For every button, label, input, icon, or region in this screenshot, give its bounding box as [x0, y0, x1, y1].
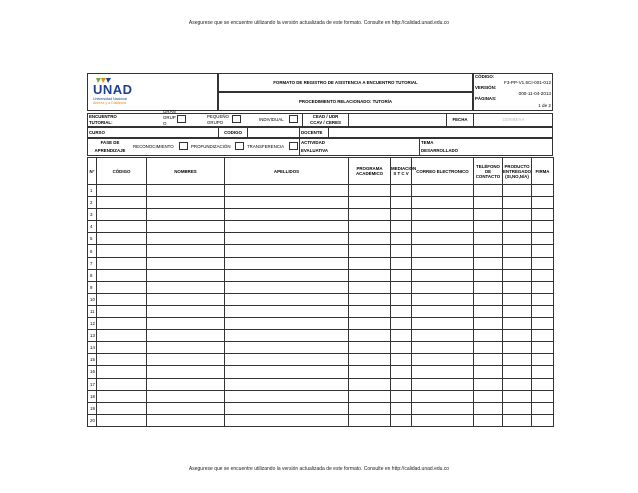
individual-checkbox[interactable]: [289, 115, 298, 123]
table-cell[interactable]: [391, 209, 412, 221]
table-cell[interactable]: [412, 269, 474, 281]
tema-label-cell: [419, 138, 420, 156]
table-cell[interactable]: [474, 269, 503, 281]
table-cell[interactable]: [503, 197, 532, 209]
table-cell[interactable]: [349, 402, 391, 414]
table-cell[interactable]: [391, 414, 412, 426]
table-cell[interactable]: [391, 390, 412, 402]
table-cell[interactable]: [474, 221, 503, 233]
table-cell[interactable]: [412, 378, 474, 390]
table-row: [88, 185, 554, 197]
row-number: 20: [88, 414, 97, 426]
table-cell[interactable]: [474, 342, 503, 354]
table-cell[interactable]: [532, 378, 554, 390]
table-cell[interactable]: [349, 269, 391, 281]
table-cell[interactable]: [147, 414, 225, 426]
cead-input[interactable]: [350, 114, 446, 126]
version-value: 000-11-04-2013: [518, 91, 551, 96]
table-cell[interactable]: [225, 390, 349, 402]
table-cell[interactable]: [97, 402, 147, 414]
docente-label: DOCENTE: [301, 130, 323, 135]
table-row: [88, 305, 554, 317]
fase-label-2: APRENDIZAJE: [94, 148, 126, 153]
table-cell[interactable]: [532, 305, 554, 317]
encuentro-label-1: ENCUENTRO: [89, 114, 117, 119]
table-row: [88, 402, 554, 414]
table-cell[interactable]: [391, 281, 412, 293]
table-cell[interactable]: [474, 354, 503, 366]
table-cell[interactable]: [412, 366, 474, 378]
row-number: 11: [88, 305, 97, 317]
table-cell[interactable]: [225, 366, 349, 378]
table-cell[interactable]: [532, 209, 554, 221]
table-row: [88, 221, 554, 233]
table-cell[interactable]: [225, 281, 349, 293]
table-row: [88, 197, 554, 209]
transferencia-label: TRANSFERENCIA: [247, 144, 285, 149]
row-number: 6: [88, 245, 97, 257]
table-cell[interactable]: [532, 197, 554, 209]
table-cell[interactable]: [97, 318, 147, 330]
table-cell[interactable]: [147, 342, 225, 354]
table-row: [88, 209, 554, 221]
row-number: 3: [88, 209, 97, 221]
version-notice-top: Asegurese que se encuentre utilizando la versión actualizada de este formato. Consulte en http://calidad.unad.edu.co: [188, 20, 450, 26]
table-cell[interactable]: [349, 378, 391, 390]
fecha-input[interactable]: DD/MM/AA: [502, 117, 525, 122]
transferencia-checkbox[interactable]: [289, 142, 298, 150]
table-cell[interactable]: [97, 233, 147, 245]
table-cell[interactable]: [474, 330, 503, 342]
table-cell[interactable]: [474, 245, 503, 257]
table-cell[interactable]: [225, 318, 349, 330]
table-cell[interactable]: [391, 366, 412, 378]
actividad-label-cell: [299, 138, 300, 156]
table-cell[interactable]: [349, 221, 391, 233]
col-telefono-2: DE: [484, 168, 492, 174]
table-cell[interactable]: [503, 330, 532, 342]
table-cell[interactable]: [147, 221, 225, 233]
table-cell[interactable]: [503, 257, 532, 269]
col-correo: CORREO ELECTRONICO: [412, 158, 474, 185]
procedure-label: PROCEDIMIENTO RELACIONADO: TUTORÍA: [298, 99, 393, 104]
version-notice-bottom: Asegurese que se encuentre utilizando la versión actualizada de este formato. Consulte en http://calidad.unad.edu.co: [188, 466, 450, 472]
pequeno-grupo-label-1: PEQUEÑO: [207, 114, 229, 119]
row-number: 12: [88, 318, 97, 330]
reconocimiento-label: RECONOCIMIENTO: [133, 144, 174, 149]
table-cell[interactable]: [97, 245, 147, 257]
row-number: 16: [88, 366, 97, 378]
table-cell[interactable]: [225, 378, 349, 390]
fase-label-1: FASE DE: [100, 140, 120, 145]
table-cell[interactable]: [391, 197, 412, 209]
table-cell[interactable]: [412, 245, 474, 257]
paginas-label: PÁGINAS:: [475, 96, 497, 101]
table-cell[interactable]: [532, 390, 554, 402]
table-cell[interactable]: [532, 221, 554, 233]
table-cell[interactable]: [391, 305, 412, 317]
curso-codigo-label: CODIGO: [224, 130, 242, 135]
table-cell[interactable]: [225, 257, 349, 269]
col-mediacion-2: S T C V: [393, 171, 409, 176]
table-row: [88, 257, 554, 269]
table-row: [88, 245, 554, 257]
table-cell[interactable]: [391, 354, 412, 366]
table-cell[interactable]: [412, 293, 474, 305]
table-cell[interactable]: [225, 305, 349, 317]
table-cell[interactable]: [225, 245, 349, 257]
table-row: [88, 318, 554, 330]
table-cell[interactable]: [503, 402, 532, 414]
table-cell[interactable]: [532, 414, 554, 426]
table-cell[interactable]: [349, 318, 391, 330]
actividad-input[interactable]: [332, 139, 419, 155]
table-cell[interactable]: [391, 318, 412, 330]
table-cell[interactable]: [147, 366, 225, 378]
table-cell[interactable]: [349, 209, 391, 221]
table-cell[interactable]: [412, 197, 474, 209]
curso-input[interactable]: [110, 128, 218, 137]
table-cell[interactable]: [412, 318, 474, 330]
table-cell[interactable]: [503, 378, 532, 390]
table-cell[interactable]: [97, 414, 147, 426]
table-cell[interactable]: [225, 197, 349, 209]
table-cell[interactable]: [349, 330, 391, 342]
table-cell[interactable]: [474, 197, 503, 209]
table-cell[interactable]: [349, 354, 391, 366]
row-number: 8: [88, 269, 97, 281]
table-cell[interactable]: [97, 185, 147, 197]
table-cell[interactable]: [532, 330, 554, 342]
table-row: [88, 269, 554, 281]
tema-label-2: DESARROLLADO: [421, 148, 459, 153]
table-cell[interactable]: [147, 281, 225, 293]
table-cell[interactable]: [503, 221, 532, 233]
table-cell[interactable]: [97, 305, 147, 317]
table-cell[interactable]: [503, 366, 532, 378]
table-cell[interactable]: [532, 366, 554, 378]
table-row: [88, 233, 554, 245]
row-number: 7: [88, 257, 97, 269]
row-number: 13: [88, 330, 97, 342]
table-cell[interactable]: [225, 185, 349, 197]
table-cell[interactable]: [147, 330, 225, 342]
table-cell[interactable]: [503, 390, 532, 402]
col-apellidos: APELLIDOS: [225, 158, 349, 185]
col-telefono: [474, 158, 503, 185]
table-cell[interactable]: [532, 402, 554, 414]
table-cell[interactable]: [503, 209, 532, 221]
table-cell[interactable]: [474, 293, 503, 305]
table-cell[interactable]: [147, 354, 225, 366]
table-cell[interactable]: [349, 293, 391, 305]
cead-label-1: CEAD / UDR: [312, 114, 339, 119]
table-cell[interactable]: [412, 354, 474, 366]
table-cell[interactable]: [503, 269, 532, 281]
table-row: [88, 378, 554, 390]
attendance-table: [87, 157, 554, 427]
row-number: 14: [88, 342, 97, 354]
row-number: 9: [88, 281, 97, 293]
table-cell[interactable]: [474, 318, 503, 330]
table-cell[interactable]: [474, 305, 503, 317]
table-cell[interactable]: [412, 257, 474, 269]
table-cell[interactable]: [225, 269, 349, 281]
tema-label-1: TEMA: [421, 140, 434, 145]
table-cell[interactable]: [391, 245, 412, 257]
table-cell[interactable]: [225, 221, 349, 233]
table-cell[interactable]: [147, 197, 225, 209]
table-cell[interactable]: [97, 293, 147, 305]
table-cell[interactable]: [97, 281, 147, 293]
col-programa-2: ACADÉMICO: [355, 171, 384, 176]
table-row: [88, 293, 554, 305]
table-cell[interactable]: [503, 305, 532, 317]
table-cell[interactable]: [412, 330, 474, 342]
table-cell[interactable]: [532, 269, 554, 281]
table-cell[interactable]: [503, 293, 532, 305]
unad-logo: [92, 76, 152, 108]
table-cell[interactable]: [349, 185, 391, 197]
col-programa: [349, 158, 391, 185]
fecha-label: FECHA: [452, 117, 468, 122]
col-nombres: NOMBRES: [147, 158, 225, 185]
table-cell[interactable]: [225, 342, 349, 354]
profundizacion-label: PROFUNDIZACIÓN: [191, 144, 231, 149]
col-num: N°: [88, 158, 97, 185]
table-cell[interactable]: [474, 185, 503, 197]
cead-label-2: CCAV / CERES: [310, 120, 341, 125]
table-cell[interactable]: [412, 342, 474, 354]
actividad-label-2: EVALUATIVA: [301, 148, 329, 153]
table-row: [88, 354, 554, 366]
table-cell[interactable]: [225, 233, 349, 245]
table-cell[interactable]: [97, 390, 147, 402]
table-cell[interactable]: [532, 281, 554, 293]
table-cell[interactable]: [391, 185, 412, 197]
table-cell[interactable]: [412, 390, 474, 402]
docente-input[interactable]: [330, 128, 552, 137]
table-cell[interactable]: [391, 378, 412, 390]
table-cell[interactable]: [503, 354, 532, 366]
table-cell[interactable]: [349, 366, 391, 378]
table-cell[interactable]: [225, 330, 349, 342]
row-number: 5: [88, 233, 97, 245]
row-number: 19: [88, 402, 97, 414]
table-cell[interactable]: [147, 209, 225, 221]
col-producto: [503, 158, 532, 185]
table-cell[interactable]: [532, 185, 554, 197]
table-cell[interactable]: [97, 378, 147, 390]
table-cell[interactable]: [147, 378, 225, 390]
table-cell[interactable]: [532, 245, 554, 257]
curso-label: CURSO: [89, 130, 105, 135]
table-cell[interactable]: [532, 342, 554, 354]
row-number: 18: [88, 390, 97, 402]
table-cell[interactable]: [474, 281, 503, 293]
table-cell[interactable]: [391, 233, 412, 245]
col-mediacion-1: MEDIACIÓN: [391, 166, 417, 171]
table-cell[interactable]: [147, 305, 225, 317]
table-cell[interactable]: [474, 209, 503, 221]
table-cell[interactable]: [503, 185, 532, 197]
table-cell[interactable]: [532, 354, 554, 366]
table-cell[interactable]: [503, 318, 532, 330]
actividad-label-1: ACTIVIDAD: [301, 140, 325, 145]
gran-grupo-checkbox[interactable]: [177, 115, 186, 123]
table-cell[interactable]: [503, 233, 532, 245]
table-cell[interactable]: [391, 330, 412, 342]
row-number: 17: [88, 378, 97, 390]
col-telefono-3: CONTACTO: [475, 173, 501, 179]
curso-codigo-input[interactable]: [249, 128, 299, 137]
table-cell[interactable]: [349, 257, 391, 269]
table-cell[interactable]: [412, 185, 474, 197]
table-cell[interactable]: [503, 281, 532, 293]
table-cell[interactable]: [97, 197, 147, 209]
table-header-row: [88, 158, 554, 185]
table-cell[interactable]: [474, 257, 503, 269]
table-cell[interactable]: [349, 390, 391, 402]
col-mediacion: [391, 158, 417, 185]
tema-input[interactable]: [460, 139, 552, 155]
table-cell[interactable]: [391, 293, 412, 305]
table-cell[interactable]: [412, 305, 474, 317]
table-cell[interactable]: [412, 233, 474, 245]
logo-subtitle-2: Abierta y a Distancia: [93, 101, 126, 105]
table-cell[interactable]: [532, 293, 554, 305]
col-telefono-1: TELÉFONO: [476, 163, 500, 169]
table-cell[interactable]: [412, 402, 474, 414]
table-cell[interactable]: [147, 233, 225, 245]
gran-grupo-label-2: GRUP: [163, 115, 176, 120]
table-cell[interactable]: [225, 293, 349, 305]
table-cell[interactable]: [147, 390, 225, 402]
table-cell[interactable]: [503, 245, 532, 257]
table-cell[interactable]: [391, 402, 412, 414]
table-cell[interactable]: [474, 366, 503, 378]
table-cell[interactable]: [349, 414, 391, 426]
table-cell[interactable]: [349, 305, 391, 317]
table-cell[interactable]: [474, 414, 503, 426]
table-cell[interactable]: [474, 378, 503, 390]
table-cell[interactable]: [147, 318, 225, 330]
logo-subtitle-1: Universidad Nacional: [93, 97, 127, 101]
table-cell[interactable]: [225, 414, 349, 426]
codigo-label: CÓDIGO:: [475, 74, 495, 79]
gran-grupo-label-3: O: [163, 121, 167, 126]
pequeno-grupo-label-2: GRUPO: [207, 120, 224, 125]
table-cell[interactable]: [225, 402, 349, 414]
individual-label: INDIVIDUAL: [259, 117, 284, 122]
row-number: 1: [88, 185, 97, 197]
col-producto-3: (SI,NO,N/A): [505, 173, 529, 179]
table-cell[interactable]: [97, 221, 147, 233]
reconocimiento-checkbox[interactable]: [179, 142, 188, 150]
table-cell[interactable]: [532, 233, 554, 245]
table-cell[interactable]: [503, 342, 532, 354]
row-number: 10: [88, 293, 97, 305]
table-cell[interactable]: [97, 209, 147, 221]
table-cell[interactable]: [391, 221, 412, 233]
row-number: 4: [88, 221, 97, 233]
table-row: [88, 414, 554, 426]
version-label: VERSIÓN:: [475, 85, 497, 90]
profundizacion-checkbox[interactable]: [235, 142, 244, 150]
paginas-value: 1 de 2: [538, 103, 551, 108]
table-cell[interactable]: [474, 233, 503, 245]
col-codigo: CÓDIGO: [97, 158, 147, 185]
table-cell[interactable]: [412, 414, 474, 426]
table-cell[interactable]: [503, 414, 532, 426]
table-cell[interactable]: [147, 293, 225, 305]
table-row: [88, 342, 554, 354]
table-cell[interactable]: [225, 354, 349, 366]
encuentro-label-2: TUTORIAL:: [89, 120, 113, 125]
table-cell[interactable]: [412, 281, 474, 293]
table-cell[interactable]: [147, 185, 225, 197]
table-cell[interactable]: [349, 197, 391, 209]
table-cell[interactable]: [147, 257, 225, 269]
table-cell[interactable]: [391, 269, 412, 281]
gran-grupo-label-1: GRAN: [163, 109, 176, 114]
row-number: 2: [88, 197, 97, 209]
table-cell[interactable]: [474, 390, 503, 402]
codigo-value: F3-PP-V1.6CI-001-012: [504, 80, 551, 85]
table-cell[interactable]: [97, 366, 147, 378]
table-cell[interactable]: [391, 257, 412, 269]
table-cell[interactable]: [349, 281, 391, 293]
row-number: 15: [88, 354, 97, 366]
table-cell[interactable]: [147, 245, 225, 257]
table-cell[interactable]: [349, 342, 391, 354]
table-cell[interactable]: [412, 209, 474, 221]
form-title: FORMATO DE REGISTRO DE ASISTENCIA A ENCUENTRO TUTORIAL: [273, 80, 418, 85]
table-cell[interactable]: [474, 402, 503, 414]
col-producto-2: ENTREGADO: [503, 168, 532, 174]
table-cell[interactable]: [97, 342, 147, 354]
table-cell[interactable]: [147, 269, 225, 281]
col-producto-1: PRODUCTO: [504, 163, 530, 169]
table-cell[interactable]: [225, 209, 349, 221]
pequeno-grupo-checkbox[interactable]: [232, 115, 241, 123]
table-row: [88, 390, 554, 402]
table-cell[interactable]: [97, 257, 147, 269]
logo-brand: UNAD: [93, 82, 133, 97]
table-cell[interactable]: [147, 402, 225, 414]
col-programa-1: PROGRAMA: [356, 166, 383, 171]
table-cell[interactable]: [412, 221, 474, 233]
table-cell[interactable]: [97, 354, 147, 366]
table-row: [88, 366, 554, 378]
table-cell[interactable]: [97, 269, 147, 281]
table-cell[interactable]: [532, 257, 554, 269]
table-row: [88, 330, 554, 342]
table-row: [88, 281, 554, 293]
table-cell[interactable]: [532, 318, 554, 330]
table-cell[interactable]: [349, 245, 391, 257]
table-cell[interactable]: [391, 342, 412, 354]
table-cell[interactable]: [97, 330, 147, 342]
table-cell[interactable]: [349, 233, 391, 245]
col-firma: FIRMA: [532, 158, 554, 185]
table-body: [88, 185, 554, 427]
